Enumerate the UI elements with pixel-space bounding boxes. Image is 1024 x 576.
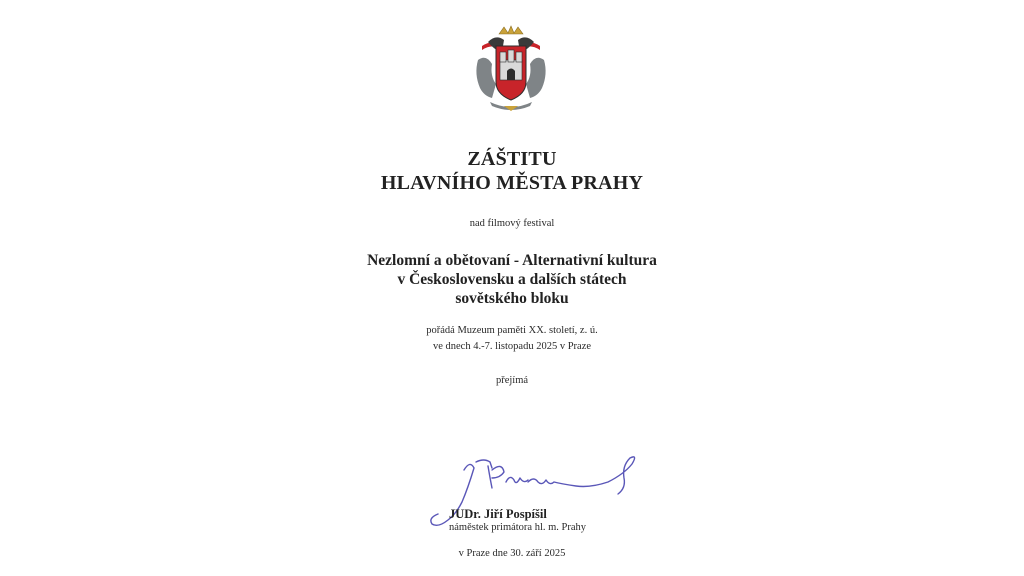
- heading-line-1: ZÁŠTITU: [467, 148, 557, 170]
- heading-line-2: HLAVNÍHO MĚSTA PRAHY: [380, 172, 644, 194]
- festival-title-line-2: v Československu a dalších státech: [397, 271, 627, 288]
- organizer-text: pořádá Muzeum paměti XX. století, z. ú.: [426, 325, 598, 336]
- accepts-text: přejímá: [495, 375, 529, 386]
- dates-text: ve dnech 4.-7. listopadu 2025 v Praze: [432, 341, 592, 352]
- signer-role: náměstek primátora hl. m. Prahy: [449, 522, 587, 533]
- festival-title-line-1: Nezlomní a obětovaní - Alternativní kultura: [367, 252, 657, 269]
- place-and-date: v Praze dne 30. září 2025: [458, 548, 566, 559]
- signer-name: JUDr. Jiří Pospíšil: [449, 507, 547, 521]
- intro-text: nad filmový festival: [469, 218, 555, 229]
- prague-coat-of-arms-emblem: [466, 24, 556, 114]
- festival-title-line-3: sovětského bloku: [455, 290, 569, 307]
